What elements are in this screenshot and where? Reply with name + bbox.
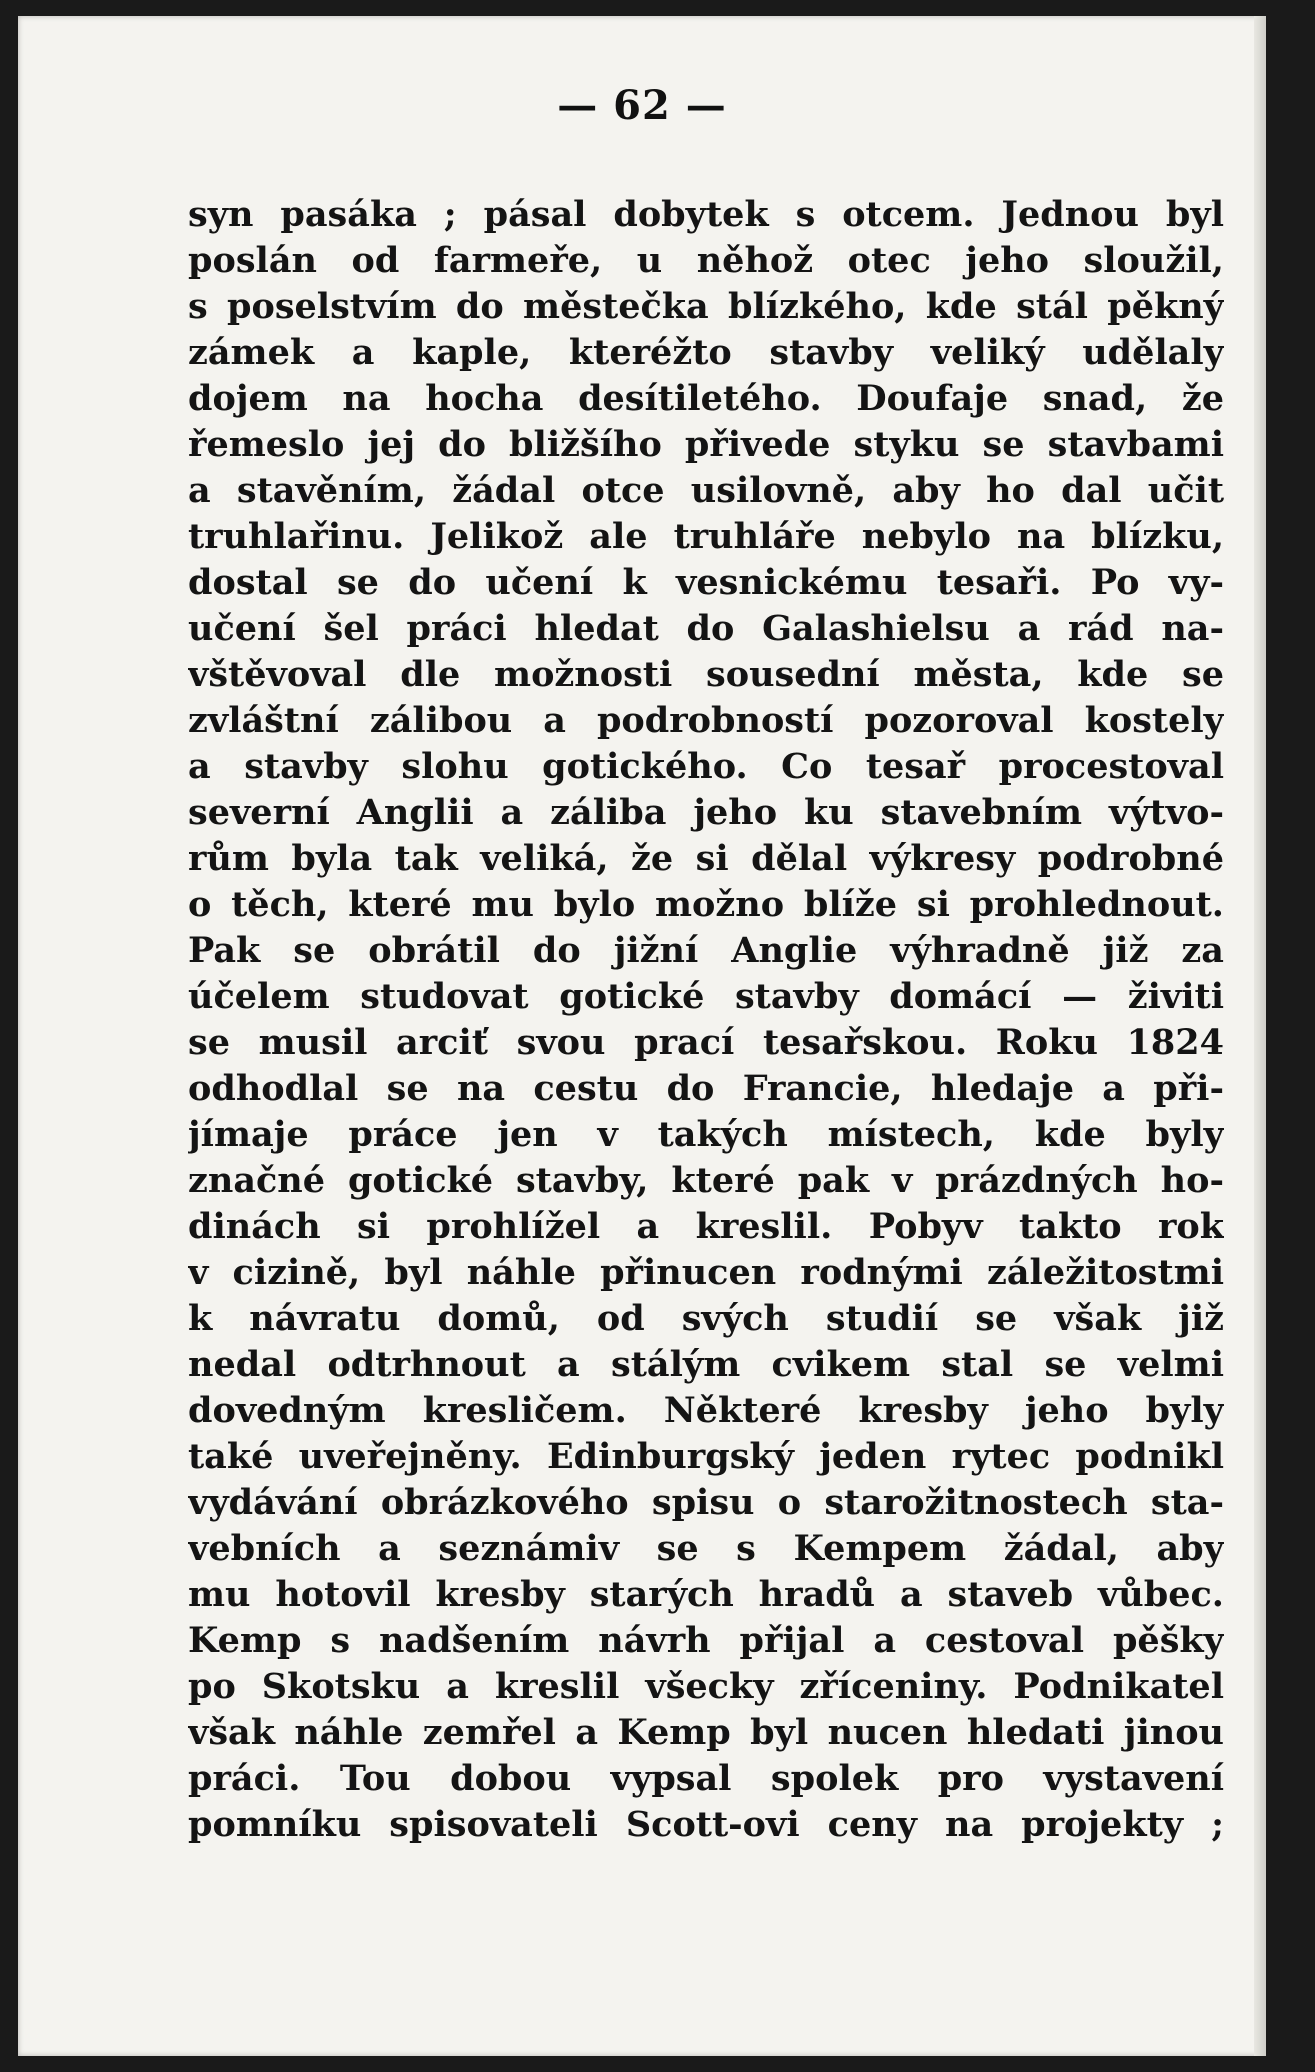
book-page	[18, 16, 1266, 2056]
text-line: dojem na hocha desítiletého. Doufaje snad, že	[188, 378, 1224, 419]
text-line: mu hotovil kresby starých hradů a staveb vůbec.	[188, 1574, 1224, 1615]
text-line: syn pasáka ; pásal dobytek s otcem. Jednou byl	[188, 194, 1224, 235]
body-text	[188, 192, 1224, 1848]
text-line: učení šel práci hledat do Galashielsu a rád na-	[188, 608, 1224, 649]
text-line: po Skotsku a kreslil všecky zříceniny. Podnikatel	[188, 1666, 1224, 1707]
text-line: řemeslo jej do bližšího přivede styku se stavbami	[188, 424, 1224, 465]
text-line: vštěvoval dle možnosti sousední města, kde se	[188, 654, 1224, 695]
text-line: severní Anglii a záliba jeho ku stavebním výtvo-	[188, 792, 1224, 833]
text-line: také uveřejněny. Edinburgský jeden rytec podnikl	[188, 1436, 1224, 1477]
text-line: k návratu domů, od svých studií se však již	[188, 1298, 1224, 1339]
text-line: s poselstvím do městečka blízkého, kde stál pěkný	[188, 286, 1224, 327]
text-line: dinách si prohlížel a kreslil. Pobyv takto rok	[188, 1206, 1224, 1247]
text-line: jímaje práce jen v takých místech, kde byly	[188, 1114, 1224, 1155]
text-line: a stavby slohu gotického. Co tesař procestoval	[188, 746, 1224, 787]
text-line: poslán od farmeře, u něhož otec jeho sloužil,	[188, 240, 1224, 281]
text-line: pomníku spisovateli Scott-ovi ceny na projekty ;	[188, 1804, 1224, 1845]
text-line: zámek a kaple, kteréžto stavby veliký udělaly	[188, 332, 1224, 373]
text-line: a stavěním, žádal otce usilovně, aby ho dal učit	[188, 470, 1224, 511]
text-line: odhodlal se na cestu do Francie, hledaje a při-	[188, 1068, 1224, 1109]
text-line: Pak se obrátil do jižní Anglie výhradně již za	[188, 930, 1224, 971]
text-line: nedal odtrhnout a stálým cvikem stal se velmi	[188, 1344, 1224, 1385]
text-line: dovedným kresličem. Některé kresby jeho byly	[188, 1390, 1224, 1431]
page-edge-shadow	[1254, 16, 1266, 2056]
text-line: zvláštní zálibou a podrobností pozoroval kostely	[188, 700, 1224, 741]
text-line: práci. Tou dobou vypsal spolek pro vystavení	[188, 1758, 1224, 1799]
text-line: truhlařinu. Jelikož ale truhláře nebylo na blízku,	[188, 516, 1224, 557]
text-line: Kemp s nadšením návrh přijal a cestoval pěšky	[188, 1620, 1224, 1661]
text-line: dostal se do učení k vesnickému tesaři. Po vy-	[188, 562, 1224, 603]
text-line: účelem studovat gotické stavby domácí — živiti	[188, 976, 1224, 1017]
text-line: rům byla tak veliká, že si dělal výkresy podrobné	[188, 838, 1224, 879]
text-line: značné gotické stavby, které pak v prázdných ho-	[188, 1160, 1224, 1201]
text-line: o těch, které mu bylo možno blíže si prohlednout.	[188, 884, 1224, 925]
page-number: — 62 —	[557, 82, 727, 129]
text-line: v cizině, byl náhle přinucen rodnými záležitostmi	[188, 1252, 1224, 1293]
text-line: vydávání obrázkového spisu o starožitnostech sta-	[188, 1482, 1224, 1523]
text-line: se musil arciť svou prací tesařskou. Roku 1824	[188, 1022, 1224, 1063]
text-line: vebních a seznámiv se s Kempem žádal, aby	[188, 1528, 1224, 1569]
text-line: však náhle zemřel a Kemp byl nucen hledati jinou	[188, 1712, 1224, 1753]
